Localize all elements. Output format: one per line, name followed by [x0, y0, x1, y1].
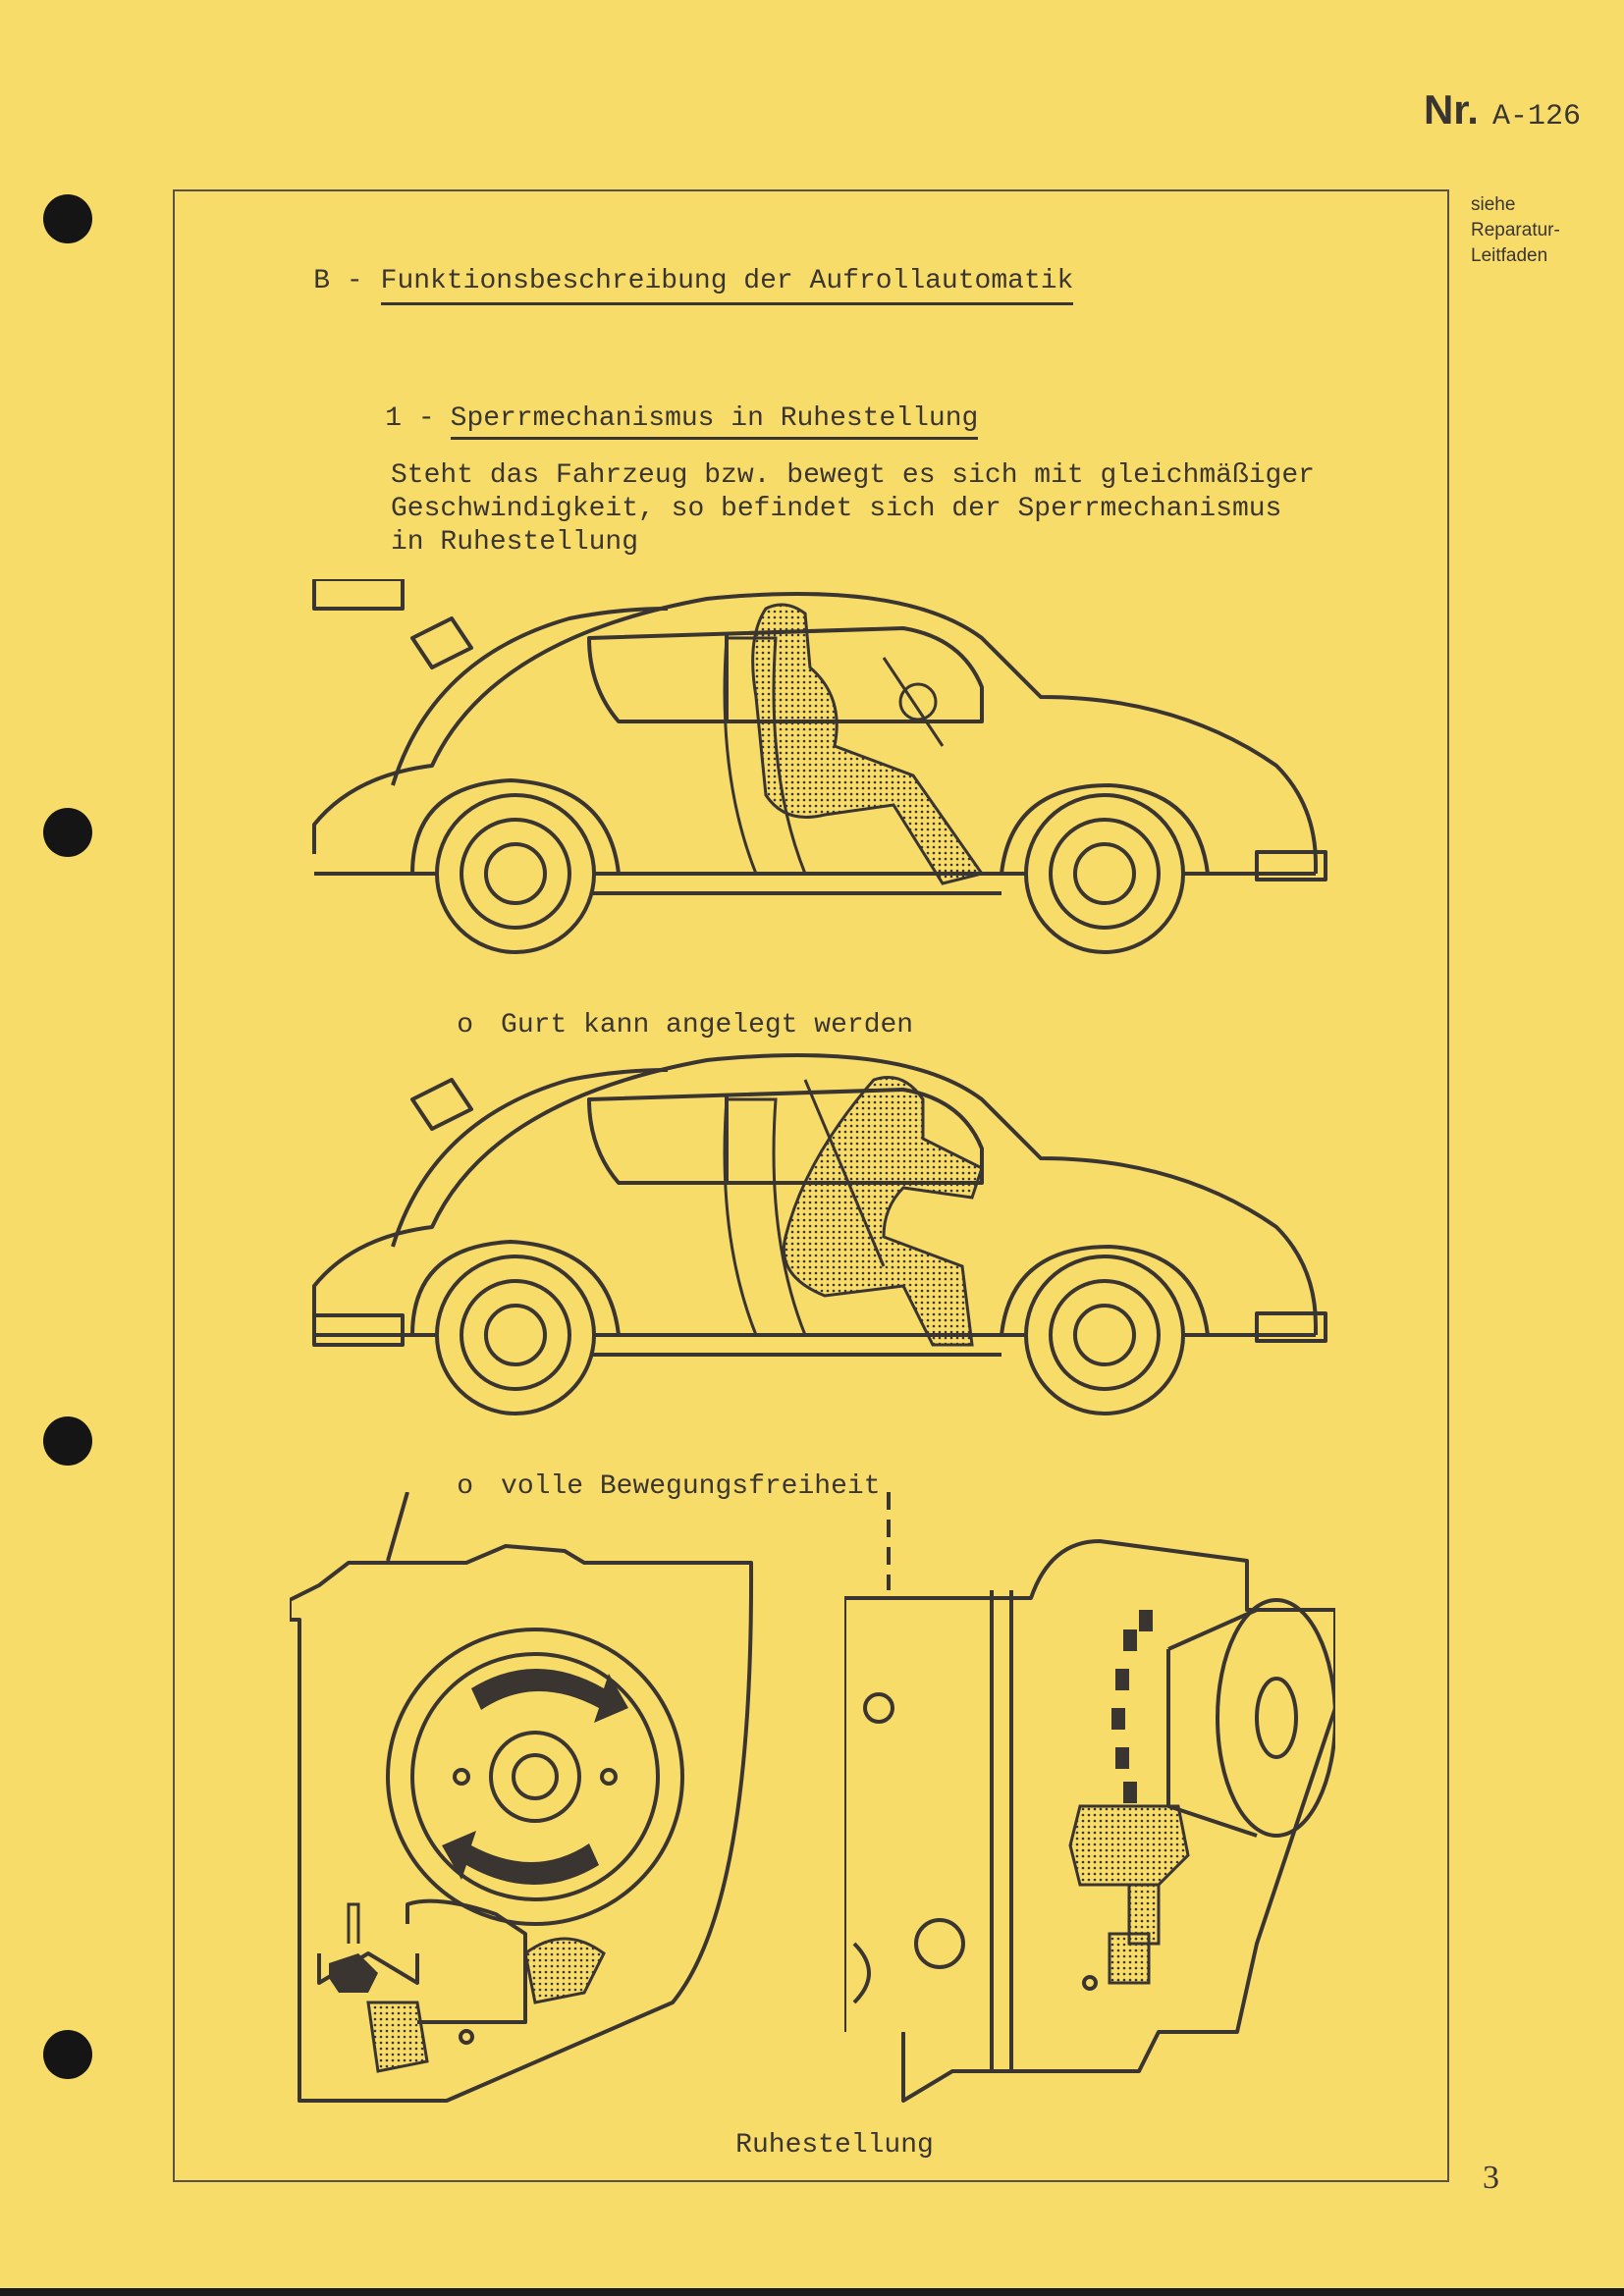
section-heading: Funktionsbeschreibung der Aufrollautomatik [381, 266, 1074, 305]
punch-hole [43, 1416, 92, 1466]
paragraph-line: in Ruhestellung [391, 527, 639, 558]
car-illustration-seated [295, 579, 1355, 972]
document-number [1424, 86, 1581, 133]
side-note-line: Reparatur- [1471, 220, 1560, 240]
punch-hole [43, 2030, 92, 2079]
bullet-mark: o [457, 1010, 474, 1041]
subsection-heading: Sperrmechanismus in Ruhestellung [451, 403, 979, 440]
side-note [1471, 192, 1598, 269]
page-bottom-edge [0, 2288, 1624, 2296]
side-note-line: Leitfaden [1471, 245, 1548, 266]
bullet-text: Gurt kann angelegt werden [501, 1010, 914, 1041]
page-number: 3 [1483, 2160, 1499, 2196]
retractor-mechanism-front-view [290, 1492, 761, 2120]
subsection-title [319, 373, 978, 464]
bullet-mark: o [457, 1471, 474, 1502]
punch-hole [43, 194, 92, 243]
bullet-text: volle Bewegungsfreiheit [501, 1471, 881, 1502]
car-illustration-leaning [295, 1041, 1355, 1433]
paragraph-line: Steht das Fahrzeug bzw. bewegt es sich mit gleichmäßiger [391, 460, 1315, 491]
punch-hole [43, 808, 92, 857]
retractor-mechanism-side-view [844, 1482, 1335, 2110]
subsection-prefix: 1 - [385, 403, 435, 434]
paragraph-line: Geschwindigkeit, so befindet sich der Sperrmechanismus [391, 494, 1282, 524]
section-title [247, 236, 1073, 327]
section-prefix: B - [313, 266, 363, 296]
figure-caption: Ruhestellung [735, 2130, 934, 2161]
description-paragraph [391, 459, 1412, 560]
nr-value: A-126 [1491, 100, 1581, 133]
side-note-line: siehe [1471, 194, 1516, 215]
nr-label: Nr. [1423, 86, 1479, 133]
